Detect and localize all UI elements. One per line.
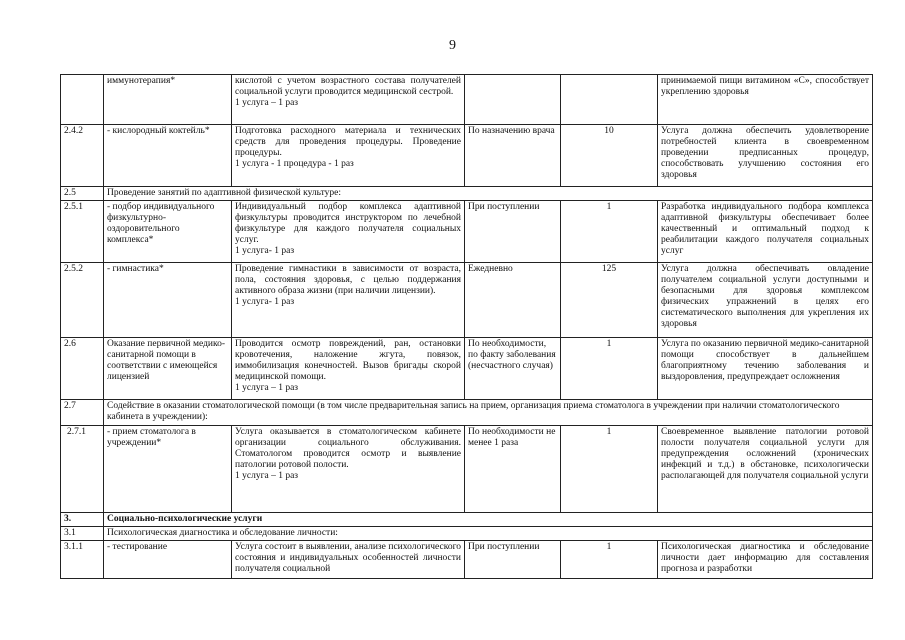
service-result: Разработка индивидуального подбора комплекса адаптивной физкультуры обеспечивает более качественный и оптимальный подход к реабилитации каждого получателя социальных услуг xyxy=(658,201,873,263)
table-row xyxy=(61,125,873,187)
service-result: Своевременное выявление патологии ротовой полости получателя социальной услуги для предупреждения осложнений (хронических инфекций и т.д.) в обстановке, психологически располагающей для получателя социальной услуги xyxy=(658,426,873,513)
section-title: Социально-психологические услуги xyxy=(104,513,873,527)
subsection-title: Психологическая диагностика и обследование личности: xyxy=(104,527,873,541)
service-description xyxy=(232,125,465,187)
service-name: Оказание первичной медико-санитарной помощи в соответствии с имеющейся лицензией xyxy=(104,338,232,400)
subsection-title: Содействие в оказании стоматологической помощи (в том числе предварительная запись на прием, организация приема стоматолога в учреждении при наличии стоматологического кабинета в учреждении): xyxy=(104,400,873,426)
description-frequency: 1 услуга – 1 раз xyxy=(235,471,299,481)
service-name: - прием стоматолога в учреждении* xyxy=(104,426,232,513)
service-quantity: 1 xyxy=(561,426,658,513)
service-period: По необходимости не менее 1 раза xyxy=(465,426,561,513)
service-result: принимаемой пищи витамином «С», способствует укреплению здоровья xyxy=(658,75,873,125)
row-number: 2.5.2 xyxy=(61,263,104,338)
description-text: Проводится осмотр повреждений, ран, остановки кровотечения, наложение жгута, повязок, иммобилизация конечностей. Вызов бригады скорой медицинской помощи. xyxy=(235,339,461,382)
description-text: Услуга оказывается в стоматологическом кабинете организации социального обслуживания. Стоматологом проводится осмотр и выявление патологии ротовой полости. xyxy=(235,427,461,470)
service-result: Психологическая диагностика и обследование личности дает информацию для составления прогноза и разработки xyxy=(658,541,873,579)
description-frequency: 1 услуга - 1 процедура - 1 раз xyxy=(235,159,354,169)
description-frequency: 1 услуга- 1 раз xyxy=(235,246,295,256)
subsection-row xyxy=(61,187,873,201)
page-number: 9 xyxy=(449,38,456,53)
service-description xyxy=(232,541,465,579)
service-description xyxy=(232,263,465,338)
service-description xyxy=(232,75,465,125)
service-period: По назначению врача xyxy=(465,125,561,187)
description-text: Индивидуальный подбор комплекса адаптивной физкультуры проводится инструктором по лечебной физкультуре для каждого получателя социальных услуг. xyxy=(235,202,461,245)
service-result: Услуга должна обеспечить удовлетворение потребностей клиента в своевременном проведении предписанных процедур, способствовать улучшению состояния его здоровья xyxy=(658,125,873,187)
description-frequency: 1 услуга- 1 раз xyxy=(235,297,295,307)
row-number: 2.7 xyxy=(61,400,104,426)
table-row xyxy=(61,338,873,400)
table-row xyxy=(61,541,873,579)
service-description xyxy=(232,426,465,513)
service-quantity: 125 xyxy=(561,263,658,338)
row-number: 3.1 xyxy=(61,527,104,541)
description-text: кислотой с учетом возрастного состава получателей социальной услуги проводится медицинской сестрой. xyxy=(235,76,461,97)
row-number xyxy=(61,75,104,125)
section-row xyxy=(61,513,873,527)
description-text: Подготовка расходного материала и технических средств для проведения процедуры. Проведение процедуры. xyxy=(235,126,461,158)
subsection-row xyxy=(61,400,873,426)
table-row xyxy=(61,263,873,338)
service-name: - гимнастика* xyxy=(104,263,232,338)
description-text: Проведение гимнастики в зависимости от возраста, пола, состояния здоровья, с целью поддержания активного образа жизни (при наличии лицензии). xyxy=(235,264,461,296)
row-number: 2.5 xyxy=(61,187,104,201)
service-quantity: 1 xyxy=(561,338,658,400)
row-number: 2.6 xyxy=(61,338,104,400)
description-text: Услуга состоит в выявлении, анализе психологического состояния и индивидуальных особенностей личности получателя социальной xyxy=(235,542,461,574)
service-period: При поступлении xyxy=(465,201,561,263)
table-row xyxy=(61,201,873,263)
service-period: По необходимости, по факту заболевания (несчастного случая) xyxy=(465,338,561,400)
service-period: Ежедневно xyxy=(465,263,561,338)
service-description xyxy=(232,338,465,400)
service-quantity: 1 xyxy=(561,201,658,263)
description-frequency: 1 услуга – 1 раз xyxy=(235,98,299,108)
subsection-row xyxy=(61,527,873,541)
row-number: 2.7.1 xyxy=(61,426,104,513)
service-result: Услуга по оказанию первичной медико-санитарной помощи способствует в дальнейшем благоприятному течению заболевания и выздоровления, предупреждает осложнения xyxy=(658,338,873,400)
row-number: 3.1.1 xyxy=(61,541,104,579)
service-description xyxy=(232,201,465,263)
section-number: 3. xyxy=(61,513,104,527)
service-name: - подбор индивидуального физкультурно-оздоровительного комплекса* xyxy=(104,201,232,263)
service-name: - тестирование xyxy=(104,541,232,579)
row-number: 2.4.2 xyxy=(61,125,104,187)
table-row xyxy=(61,426,873,513)
service-result: Услуга должна обеспечивать овладение получателем социальной услуги доступными и безопасными для здоровья комплексом физических упражнений в целях его систематического выполнения для укрепления их здоровья xyxy=(658,263,873,338)
service-name: - кислородный коктейль* xyxy=(104,125,232,187)
services-table xyxy=(60,74,873,579)
service-quantity: 1 xyxy=(561,541,658,579)
service-quantity: 10 xyxy=(561,125,658,187)
subsection-title: Проведение занятий по адаптивной физической культуре: xyxy=(104,187,873,201)
row-number: 2.5.1 xyxy=(61,201,104,263)
table-row xyxy=(61,75,873,125)
service-period xyxy=(465,75,561,125)
service-quantity xyxy=(561,75,658,125)
service-name: иммунотерапия* xyxy=(104,75,232,125)
description-frequency: 1 услуга – 1 раз xyxy=(235,383,299,393)
service-period: При поступлении xyxy=(465,541,561,579)
